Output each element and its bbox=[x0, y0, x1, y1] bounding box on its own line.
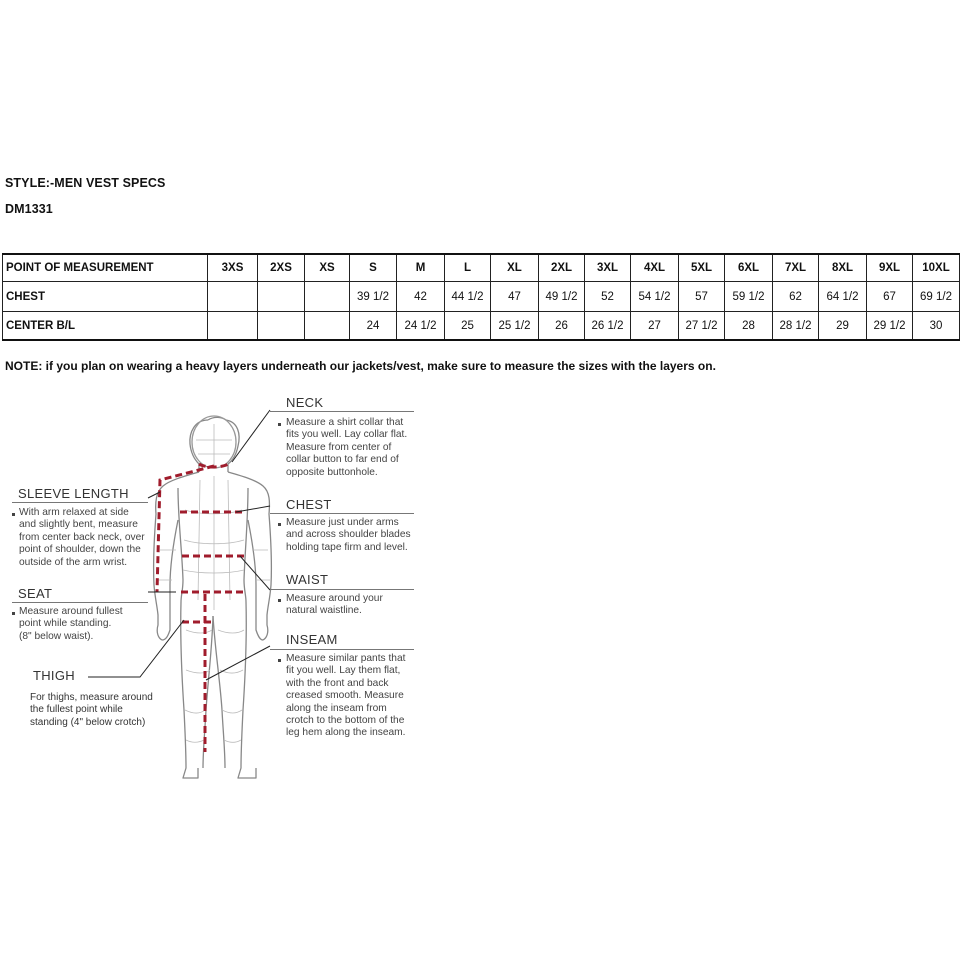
column-header: 8XL bbox=[819, 254, 867, 282]
table-cell: 47 bbox=[491, 282, 539, 312]
sleeve-rule bbox=[12, 502, 148, 503]
layering-note: NOTE: if you plan on wearing a heavy layers underneath our jackets/vest, make sure to measure the sizes with the layers on. bbox=[5, 359, 716, 373]
waist-rule bbox=[270, 589, 414, 590]
table-cell bbox=[305, 282, 350, 312]
chest-instructions: Measure just under arms and across shoulder blades holding tape firm and level. bbox=[286, 517, 411, 553]
seat-title: SEAT bbox=[18, 586, 53, 601]
table-cell: 29 1/2 bbox=[867, 312, 913, 341]
neck-title: NECK bbox=[286, 395, 324, 410]
table-cell: 24 1/2 bbox=[397, 312, 445, 341]
row-label: CHEST bbox=[3, 282, 208, 312]
table-cell: 28 1/2 bbox=[773, 312, 819, 341]
column-header: 5XL bbox=[679, 254, 725, 282]
table-cell bbox=[208, 312, 258, 341]
chest-title: CHEST bbox=[286, 497, 332, 512]
table-cell: 30 bbox=[913, 312, 960, 341]
column-header: S bbox=[350, 254, 397, 282]
column-header: M bbox=[397, 254, 445, 282]
bullet-icon bbox=[278, 423, 281, 426]
column-header: L bbox=[445, 254, 491, 282]
thigh-instructions: For thighs, measure around the fullest point while standing (4" below crotch) bbox=[30, 692, 153, 728]
table-cell: 54 1/2 bbox=[631, 282, 679, 312]
table-cell bbox=[258, 282, 305, 312]
table-cell: 39 1/2 bbox=[350, 282, 397, 312]
table-cell: 28 bbox=[725, 312, 773, 341]
inseam-instructions: Measure similar pants that fit you well. Lay them flat, with the front and back creased smooth. Measure along the inseam from crotch to the bottom of the leg hem along the inseam. bbox=[286, 653, 406, 739]
table-cell: 25 bbox=[445, 312, 491, 341]
table-cell: 64 1/2 bbox=[819, 282, 867, 312]
table-header-row bbox=[3, 254, 960, 282]
column-header: 7XL bbox=[773, 254, 819, 282]
style-title: STYLE:-MEN VEST SPECS bbox=[5, 176, 166, 190]
table-cell: 59 1/2 bbox=[725, 282, 773, 312]
table-cell: 25 1/2 bbox=[491, 312, 539, 341]
column-header: 3XL bbox=[585, 254, 631, 282]
row-label: CENTER B/L bbox=[3, 312, 208, 341]
table-cell: 44 1/2 bbox=[445, 282, 491, 312]
seat-instructions: Measure around fullest point while standing. (8" below waist). bbox=[19, 606, 123, 642]
waist-instructions: Measure around your natural waistline. bbox=[286, 593, 383, 617]
table-cell: 52 bbox=[585, 282, 631, 312]
column-header: 4XL bbox=[631, 254, 679, 282]
column-header: 9XL bbox=[867, 254, 913, 282]
column-header: 3XS bbox=[208, 254, 258, 282]
bullet-icon bbox=[12, 513, 15, 516]
table-cell: 62 bbox=[773, 282, 819, 312]
column-header: XL bbox=[491, 254, 539, 282]
table-cell: 29 bbox=[819, 312, 867, 341]
sleeve-length-instructions: With arm relaxed at side and slightly bent, measure from center back neck, over point of shoulder, down the outside of the arm wrist. bbox=[19, 507, 145, 568]
waist-title: WAIST bbox=[286, 572, 329, 587]
neck-rule bbox=[270, 411, 414, 412]
column-header: 2XL bbox=[539, 254, 585, 282]
neck-instructions: Measure a shirt collar that fits you well. Lay collar flat. Measure from center of collar button to far end of opposite buttonhole. bbox=[286, 417, 408, 478]
table-cell bbox=[258, 312, 305, 341]
table-cell: 69 1/2 bbox=[913, 282, 960, 312]
bullet-icon bbox=[12, 612, 15, 615]
column-header: 10XL bbox=[913, 254, 960, 282]
table-cell bbox=[208, 282, 258, 312]
table-cell: 27 1/2 bbox=[679, 312, 725, 341]
bullet-icon bbox=[278, 523, 281, 526]
bullet-icon bbox=[278, 659, 281, 662]
column-header: POINT OF MEASUREMENT bbox=[3, 254, 208, 282]
thigh-title: THIGH bbox=[33, 668, 75, 683]
table-cell: 26 1/2 bbox=[585, 312, 631, 341]
table-cell bbox=[305, 312, 350, 341]
column-header: 2XS bbox=[258, 254, 305, 282]
inseam-title: INSEAM bbox=[286, 632, 338, 647]
table-cell: 26 bbox=[539, 312, 585, 341]
chest-rule bbox=[270, 513, 414, 514]
table-cell: 24 bbox=[350, 312, 397, 341]
table-row-chest bbox=[3, 282, 960, 312]
table-cell: 42 bbox=[397, 282, 445, 312]
table-cell: 49 1/2 bbox=[539, 282, 585, 312]
body-contour-lines bbox=[159, 424, 270, 742]
table-cell: 67 bbox=[867, 282, 913, 312]
inseam-rule bbox=[270, 649, 414, 650]
bullet-icon bbox=[278, 599, 281, 602]
spec-table bbox=[2, 253, 960, 341]
body-outline bbox=[154, 416, 272, 778]
sleeve-length-title: SLEEVE LENGTH bbox=[18, 486, 129, 501]
column-header: XS bbox=[305, 254, 350, 282]
column-header: 6XL bbox=[725, 254, 773, 282]
style-code: DM1331 bbox=[5, 202, 53, 216]
table-cell: 27 bbox=[631, 312, 679, 341]
seat-rule bbox=[12, 602, 148, 603]
table-cell: 57 bbox=[679, 282, 725, 312]
table-row-center-bl bbox=[3, 312, 960, 341]
